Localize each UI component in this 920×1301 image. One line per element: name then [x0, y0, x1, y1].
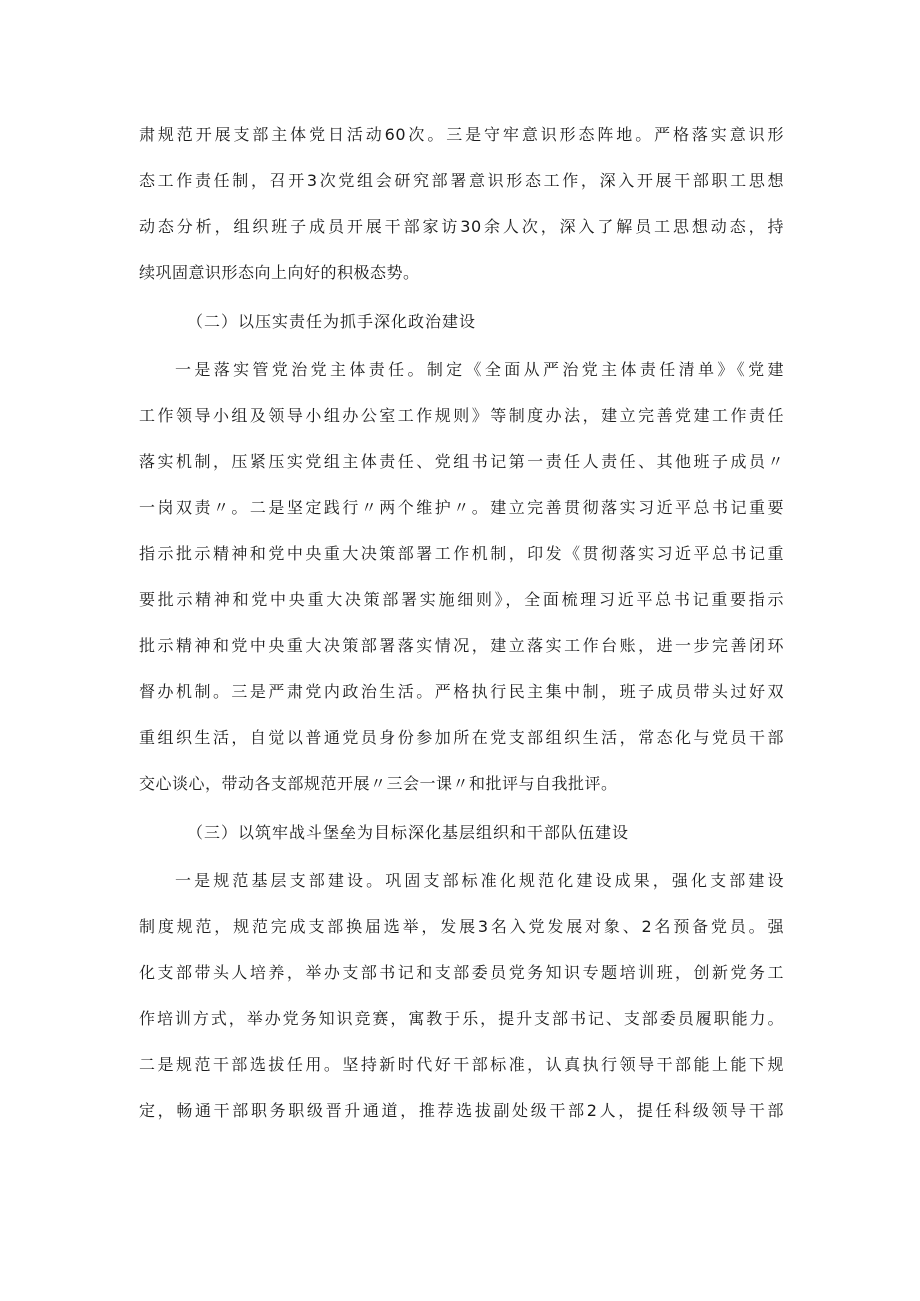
- paragraph-3-line-6: 定，畅通干部职务职级晋升通道，推荐选拔副处级干部2人，提任科级领导干部: [139, 1101, 784, 1120]
- section-heading-3: （三）以筑牢战斗堡垒为目标深化基层组织和干部队伍建设: [187, 823, 630, 842]
- paragraph-2-line-1: 一是落实管党治党主体责任。制定《全面从严治党主体责任清单》《党建: [175, 360, 784, 379]
- paragraph-2-line-2: 工作领导小组及领导小组办公室工作规则》等制度办法，建立完善党建工作责任: [139, 406, 784, 425]
- paragraph-2-line-6: 要批示精神和党中央重大决策部署实施细则》，全面梳理习近平总书记重要指示: [139, 590, 784, 609]
- paragraph-2-line-4: 一岗双责〃。二是坚定践行〃两个维护〃。建立完善贯彻落实习近平总书记重要: [139, 498, 784, 517]
- paragraph-3-line-3: 化支部带头人培养，举办支部书记和支部委员党务知识专题培训班，创新党务工: [139, 963, 784, 982]
- paragraph-3-line-4: 作培训方式，举办党务知识竞赛，寓教于乐，提升支部书记、支部委员履职能力。: [139, 1009, 784, 1028]
- paragraph-2-line-5: 指示批示精神和党中央重大决策部署工作机制，印发《贯彻落实习近平总书记重: [139, 544, 784, 563]
- paragraph-1-line-2: 态工作责任制，召开3次党组会研究部署意识形态工作，深入开展干部职工思想: [139, 171, 784, 190]
- paragraph-2-line-9: 重组织生活，自觉以普通党员身份参加所在党支部组织生活，常态化与党员干部: [139, 728, 784, 747]
- paragraph-2-line-10: 交心谈心，带动各支部规范开展〃三会一课〃和批评与自我批评。: [139, 774, 618, 793]
- paragraph-2-line-3: 落实机制，压紧压实党组主体责任、党组书记第一责任人责任、其他班子成员〃: [139, 452, 784, 471]
- paragraph-2-line-7: 批示精神和党中央重大决策部署落实情况，建立落实工作台账，进一步完善闭环: [139, 636, 784, 655]
- paragraph-1-line-1: 肃规范开展支部主体党日活动60次。三是守牢意识形态阵地。严格落实意识形: [139, 125, 784, 144]
- paragraph-2-line-8: 督办机制。三是严肃党内政治生活。严格执行民主集中制，班子成员带头过好双: [139, 682, 784, 701]
- paragraph-3-line-5: 二是规范干部选拔任用。坚持新时代好干部标准，认真执行领导干部能上能下规: [139, 1055, 784, 1074]
- paragraph-1-line-4: 续巩固意识形态向上向好的积极态势。: [139, 263, 420, 282]
- paragraph-3-line-2: 制度规范，规范完成支部换届选举，发展3名入党发展对象、2名预备党员。强: [139, 917, 784, 936]
- paragraph-3-line-1: 一是规范基层支部建设。巩固支部标准化规范化建设成果，强化支部建设: [175, 871, 784, 890]
- paragraph-1-line-3: 动态分析，组织班子成员开展干部家访30余人次，深入了解员工思想动态，持: [139, 217, 784, 236]
- section-heading-2: （二）以压实责任为抓手深化政治建设: [187, 312, 477, 331]
